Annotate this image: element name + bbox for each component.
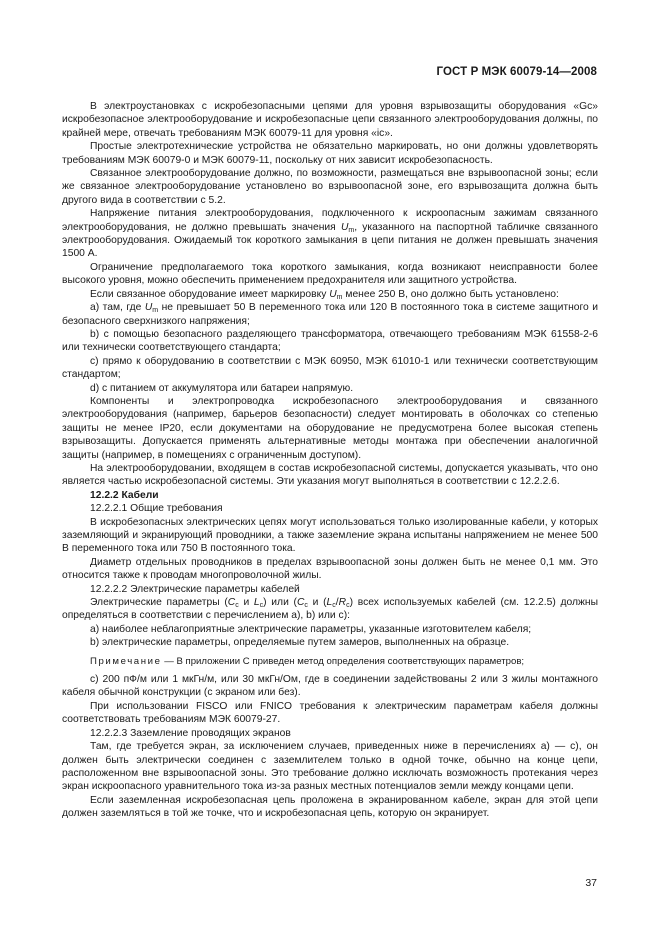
- text: /: [335, 597, 339, 609]
- symbol: R: [338, 597, 347, 609]
- list-item: b) с помощью безопасного разделяющего трансформатора, отвечающего требованиям МЭК 61558-2-6 или технически соответствующего стандарта;: [62, 328, 598, 354]
- subscript: m: [348, 226, 355, 234]
- paragraph: Там, где требуется экран, за исключением случаев, приведенных ниже в перечислениях а) — с), он должен быть электрически соединен с заземлителем только в одной точке, обычно на конце цепи, расположенном вне взрывоопасной зоны. Это требование должно исключать возможность протекания через экран искроопасного уравнительного тока из-за разных местных потенциалов земли между концами цепи.: [62, 741, 598, 793]
- document-header: ГОСТ Р МЭК 60079-14—2008: [436, 66, 597, 78]
- subscript: c: [235, 602, 239, 610]
- subscript: c: [304, 602, 308, 610]
- subscript: c: [332, 602, 336, 610]
- symbol: U: [329, 288, 337, 300]
- subscript: c: [346, 602, 350, 610]
- paragraph: Ограничение предполагаемого тока короткого замыкания, когда возникают неисправности более высокого уровня, можно обеспечить применением предохранителя или защитного устройства.: [62, 261, 598, 287]
- list-item: c) 200 пФ/м или 1 мкГн/м, или 30 мкГн/Ом, где в соединении задействованы 2 или 3 жилы монтажного кабеля обычной конструкции (с экраном или без).: [62, 674, 598, 699]
- paragraph: [62, 596, 598, 623]
- subsection-heading: 12.2.2.1 Общие требования: [90, 503, 223, 515]
- symbol: L: [253, 597, 260, 609]
- symbol: C: [227, 597, 236, 609]
- list-item: b) электрические параметры, определяемые путем замеров, выполненных на образце.: [90, 637, 510, 649]
- paragraph: При использовании FISCO или FNICO требования к электрическим параметрам кабеля должны соответствовать требованиям МЭК 60079-27.: [62, 700, 598, 726]
- subsection-heading: 12.2.2.3 Заземление проводящих экранов: [90, 727, 291, 739]
- text: ) всех используемых кабелей (см. 12.2.5) должны определяться в соответствии с перечислением a), b) или c):: [62, 597, 599, 622]
- page-number: 37: [585, 877, 597, 889]
- paragraph: [62, 288, 598, 301]
- document-body: [62, 100, 598, 821]
- text: ) или (: [263, 597, 297, 609]
- text: , указанного на паспортной табличке связанного электрооборудования. Ожидаемый ток короткого замыкания в цепи питания не должен превышать значения 1500 А.: [62, 221, 598, 260]
- text: Если связанное оборудование имеет маркировку: [90, 288, 330, 300]
- list-item: а) наиболее неблагоприятные электрические параметры, указанные изготовителем кабеля;: [90, 623, 532, 635]
- paragraph: В электроустановках с искробезопасными цепями для уровня взрывозащиты оборудования «Gc» искробезопасное электрооборудование и искробезопасные цепи связанного электрооборудования должны, по крайней мере, отвечать требованиям МЭК 60079-11 для уровня «ic».: [62, 101, 598, 139]
- list-item: [62, 301, 598, 328]
- text: менее 250 В, оно должно быть установлено:: [342, 288, 559, 300]
- list-item: c) прямо к оборудованию в соответствии с МЭК 60950, МЭК 61010-1 или технически соответствующим стандартом;: [62, 355, 598, 381]
- paragraph: Если заземленная искробезопасная цепь проложена в экранированном кабеле, экран для этой цепи должен заземляться в той же точке, что и искробезопасная цепь, которую он экранирует.: [62, 794, 598, 820]
- subscript: c: [259, 602, 264, 610]
- subscript: m: [336, 293, 343, 301]
- paragraph: Простые электротехнические устройства не обязательно маркировать, но они должны удовлетворять требованиям МЭК 60079-0 и МЭК 60079-11, поскольку от них зависит искробезопасность.: [62, 141, 598, 166]
- symbol: C: [296, 597, 305, 609]
- text: Электрические параметры (: [90, 597, 228, 609]
- symbol: U: [340, 221, 349, 233]
- text: не превышает 50 В переменного тока или 120 В постоянного тока в системе защитного и безопасного сверхнизкого напряжения;: [62, 302, 598, 327]
- subscript: m: [152, 307, 159, 315]
- paragraph: Связанное электрооборудование должно, по возможности, размещаться вне взрывоопасной зоны; если же связанное электрооборудование установлено во взрывоопасной зоне, его взрывозащита должна быть другого вида в соответствии с 5.2.: [62, 168, 598, 206]
- symbol: U: [144, 302, 153, 314]
- section-heading: 12.2.2 Кабели: [90, 489, 159, 501]
- note-label: Примечание: [90, 655, 162, 667]
- note: [62, 655, 598, 668]
- list-item: d) с питанием от аккумулятора или батареи напрямую.: [90, 382, 354, 394]
- text: Напряжение питания электрооборудования, подключенного к искроопасным зажимам связанного электрооборудования, не должно превышать значения: [62, 208, 598, 233]
- paragraph: В искробезопасных электрических цепях могут использоваться только изолированные кабели, у которых заземляющий и экранирующий проводники, а также заземление экрана испытаны напряжением не менее 500 В переменного тока или 750 В постоянного тока.: [62, 516, 598, 555]
- paragraph: Диаметр отдельных проводников в пределах взрывоопасной зоны должен быть не менее 0,1 мм. Это относится также к проводам многопроволочной жилы.: [62, 556, 598, 582]
- note-text: — В приложении С приведен метод определения соответствующих параметров;: [161, 655, 525, 667]
- text: и (: [307, 597, 327, 609]
- text: а) там, где: [90, 302, 145, 314]
- paragraph: На электрооборудовании, входящем в состав искробезопасной системы, допускается указывать, что оно является частью искробезопасной системы. Эти указания могут выполняться в соответствии с 12.2.2.6.: [62, 462, 598, 488]
- subsection-heading: 12.2.2.2 Электрические параметры кабелей: [90, 583, 300, 595]
- paragraph: [62, 207, 598, 261]
- symbol: L: [326, 597, 333, 609]
- paragraph: Компоненты и электропроводка искробезопасного электрооборудования и связанного электрооборудования (например, барьеров безопасности) следует монтировать в оболочках со степенью защиты не менее IP20, если документами на оборудование не предусмотрена более высокая степень взрывозащиты. Допускается применять альтернативные методы монтажа при обеспечении аналогичной защиты (например, в помещениях с ограниченным доступом).: [62, 395, 598, 461]
- text: и: [238, 597, 254, 609]
